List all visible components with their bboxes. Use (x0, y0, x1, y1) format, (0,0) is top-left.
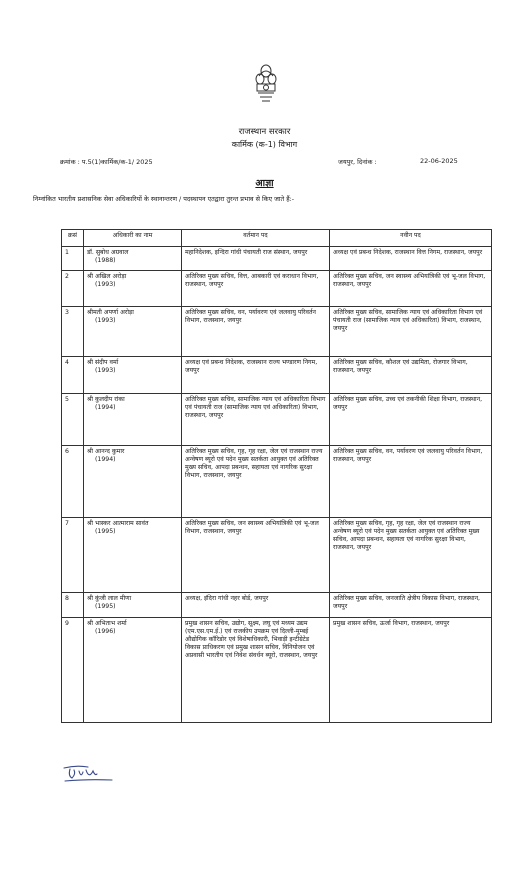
serial-cell: 5 (62, 394, 84, 446)
table-row (62, 593, 492, 618)
serial-cell: 6 (62, 446, 84, 518)
officer-name: श्रीमती अपर्णा अरोड़ा (87, 309, 134, 316)
officer-cell (84, 307, 182, 357)
officer-cell (84, 271, 182, 307)
current-post-cell: अतिरिक्त मुख्य सचिव, वित्त, आबकारी एवं कराधान विभाग, राजस्थान, जयपुर (182, 271, 330, 307)
table-row (62, 446, 492, 518)
current-post-cell: अतिरिक्त मुख्य सचिव, सामाजिक न्याय एवं अधिकारिता विभाग एवं पंचायती राज (सामाजिक न्याय एवं अधिकारिता) विभाग, राजस्थान, जयपुर (182, 394, 330, 446)
officer-name: श्री संदीप वर्मा (87, 359, 119, 366)
table-row (62, 307, 492, 357)
officer-cell (84, 394, 182, 446)
new-post-cell: अतिरिक्त मुख्य सचिव, गृह, गृह रक्षा, जेल एवं राजस्थान राज्य अन्वेषण ब्यूरो एवं पदेन मुख्य सतर्कता आयुक्त एवं अतिरिक्त मुख्य सचिव, आपदा प्रबन्धन, सहायता एवं नागरिक सुरक्षा विभाग, राजस्थान, जयपुर (330, 518, 492, 593)
col-header-name: अधिकारी का नाम (84, 230, 182, 247)
table-row (62, 618, 492, 723)
current-post-cell: प्रमुख शासन सचिव, उद्योग, सूक्ष्म, लघु एवं मध्यम उद्यम (एम.एस.एम.ई.) एवं राजकीय उपक्रम एवं दिल्ली-मुम्बई औद्योगिक कॉरिडोर एवं विशेषाधिकारी, भिवाड़ी इन्टीग्रेटेड विकास प्राधिकरण एवं प्रमुख शासन सचिव, विनियोजन एवं अप्रवासी भारतीय एवं निवेश संवर्धन ब्यूरो, राजस्थान, जयपुर (182, 618, 330, 723)
batch-year: (1996) (95, 628, 116, 636)
new-post-cell: अतिरिक्त मुख्य सचिव, वन, पर्यावरण एवं जलवायु परिवर्तन विभाग, राजस्थान, जयपुर (330, 446, 492, 518)
table-row (62, 271, 492, 307)
signature-mark (62, 762, 122, 784)
batch-year: (1994) (95, 404, 116, 412)
batch-year: (1993) (95, 367, 116, 375)
department-name: कार्मिक (क-1) विभाग (231, 140, 298, 149)
transfer-table (61, 229, 492, 723)
table-row (62, 357, 492, 394)
serial-cell: 8 (62, 593, 84, 618)
col-header-new-post: नवीन पद (330, 230, 492, 247)
officer-name: श्री अखिल अरोड़ा (87, 273, 127, 280)
serial-cell: 4 (62, 357, 84, 394)
col-header-current-post: वर्तमान पद (182, 230, 330, 247)
reference-number: क्रमांक : प.5(1)कार्मिक/क-1/ 2025 (60, 158, 153, 166)
batch-year: (1995) (95, 603, 116, 611)
new-post-cell: अतिरिक्त मुख्य सचिव, जन स्वास्थ्य अभियांत्रिकी एवं भू-जल विभाग, राजस्थान, जयपुर (330, 271, 492, 307)
place-date-label: जयपुर, दिनांक : (338, 158, 377, 166)
order-date: 22-06-2025 (420, 157, 458, 165)
officer-cell (84, 518, 182, 593)
batch-year: (1993) (95, 317, 116, 325)
new-post-cell: प्रमुख शासन सचिव, ऊर्जा विभाग, राजस्थान, जयपुर (330, 618, 492, 723)
officer-cell (84, 593, 182, 618)
officer-name: श्री कुलदीप रांका (87, 396, 125, 403)
serial-cell: 3 (62, 307, 84, 357)
current-post-cell: अध्यक्ष एवं प्रबन्ध निदेशक, राजस्थान राज्य भण्डारण निगम, जयपुर (182, 357, 330, 394)
officer-name: श्री कुंजी लाल मीणा (87, 595, 132, 602)
order-title: आज्ञा (255, 178, 274, 189)
officer-cell (84, 446, 182, 518)
current-post-cell: अध्यक्ष, इंदिरा गांधी नहर बोर्ड, जयपुर (182, 593, 330, 618)
batch-year: (1988) (95, 257, 116, 265)
officer-name: श्री आनन्द कुमार (87, 448, 125, 455)
government-name: राजस्थान सरकार (238, 127, 291, 137)
serial-cell: 2 (62, 271, 84, 307)
officer-name: डॉ. सुबोध अग्रवाल (87, 249, 129, 256)
new-post-cell: अतिरिक्त मुख्य सचिव, जनजाति क्षेत्रीय विकास विभाग, राजस्थान, जयपुर (330, 593, 492, 618)
serial-cell: 7 (62, 518, 84, 593)
table-row (62, 394, 492, 446)
batch-year: (1994) (95, 456, 116, 464)
batch-year: (1993) (95, 281, 116, 289)
current-post-cell: अतिरिक्त मुख्य सचिव, वन, पर्यावरण एवं जलवायु परिवर्तन विभाग, राजस्थान, जयपुर (182, 307, 330, 357)
new-post-cell: अतिरिक्त मुख्य सचिव, उच्च एवं तकनीकी शिक्षा विभाग, राजस्थान, जयपुर (330, 394, 492, 446)
current-post-cell: अतिरिक्त मुख्य सचिव, गृह, गृह रक्षा, जेल एवं राजस्थान राज्य अन्वेषण ब्यूरो एवं पदेन मुख्य सतर्कता आयुक्त एवं अतिरिक्त मुख्य सचिव, आपदा प्रबन्धन, सहायता एवं नागरिक सुरक्षा विभाग, राजस्थान, जयपुर (182, 446, 330, 518)
order-intro: निम्नांकित भारतीय प्रशासनिक सेवा अधिकारियों के स्थानान्तरण / पदस्थापन एतद्वारा तुरन्त प्रभाव से किए जाते हैं:- (33, 195, 295, 203)
table-header-row (62, 230, 492, 247)
new-post-cell: अतिरिक्त मुख्य सचिव, सामाजिक न्याय एवं अधिकारिता विभाग एवं पंचायती राज (सामाजिक न्याय एवं अधिकारिता) विभाग, राजस्थान, जयपुर (330, 307, 492, 357)
col-header-serial: क्रसं (62, 230, 84, 247)
current-post-cell: अतिरिक्त मुख्य सचिव, जन स्वास्थ्य अभियांत्रिकी एवं भू-जल विभाग, राजस्थान, जयपुर (182, 518, 330, 593)
serial-cell: 9 (62, 618, 84, 723)
officer-cell (84, 247, 182, 271)
officer-name: श्री भास्कर आत्माराम सावंत (87, 520, 149, 527)
officer-cell (84, 618, 182, 723)
officer-cell (84, 357, 182, 394)
officer-name: श्री अभिताभ शर्मा (87, 620, 127, 627)
table-row (62, 518, 492, 593)
new-post-cell: अतिरिक्त मुख्य सचिव, कौशल एवं उद्यमिता, रोजगार विभाग, राजस्थान, जयपुर (330, 357, 492, 394)
batch-year: (1995) (95, 528, 116, 536)
serial-cell: 1 (62, 247, 84, 271)
current-post-cell: महानिदेशक, इन्दिरा गांधी पंचायती राज संस्थान, जयपुर (182, 247, 330, 271)
new-post-cell: अध्यक्ष एवं प्रबन्ध निदेशक, राजस्थान वित्त निगम, राजस्थान, जयपुर (330, 247, 492, 271)
state-emblem-icon (251, 62, 281, 112)
table-row (62, 247, 492, 271)
